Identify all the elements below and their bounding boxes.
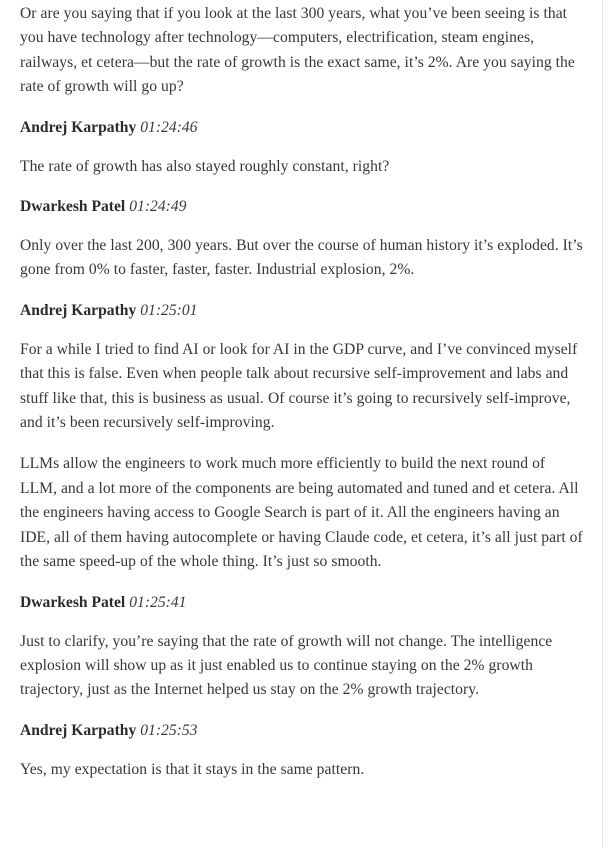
speaker-timestamp[interactable]: 01:25:01 [140,301,198,319]
speaker-line [20,592,586,614]
speaker-timestamp[interactable]: 01:24:46 [140,118,198,136]
speaker-line [20,117,586,139]
speaker-name: Dwarkesh Patel [20,593,126,611]
speaker-name: Andrej Karpathy [20,118,137,136]
speaker-name: Andrej Karpathy [20,301,137,319]
speaker-line [20,720,586,742]
page-right-border [602,0,603,848]
transcript-paragraph: LLMs allow the engineers to work much more efficiently to build the next round of LLM, and a lot more of the components are being automated and tuned and et cetera. All the engineers having access to Google Search is part of it. All the engineers having an IDE, all of them having autocomplete or having Claude code, et cetera, it’s all just part of the same speed-up of the whole thing. It’s just so smooth. [20,455,583,571]
speaker-name: Andrej Karpathy [20,721,137,739]
transcript-paragraph: For a while I tried to find AI or look for AI in the GDP curve, and I’ve convinced myself that this is false. Even when people talk about recursive self-improvement and labs and stuff like that, this is business as usual. Of course it’s going to recursively self-improve, and it’s been recursively self-improving. [20,340,578,432]
speaker-timestamp[interactable]: 01:25:53 [140,721,198,739]
transcript-paragraph: Or are you saying that if you look at the last 300 years, what you’ve been seeing is that you have technology after technology—computers, electrification, steam engines, railways, et cetera—but the rate of growth is the exact same, it’s 2%. Are you saying the rate of growth will go up? [20,5,575,96]
transcript-paragraph: The rate of growth has also stayed roughly constant, right? [20,157,390,175]
transcript-paragraph: Only over the last 200, 300 years. But over the course of human history it’s exploded. It’s gone from 0% to faster, faster, faster. Industrial explosion, 2%. [20,237,583,279]
speaker-line [20,196,586,218]
speaker-timestamp[interactable]: 01:25:41 [129,593,187,611]
transcript-paragraph: Yes, my expectation is that it stays in the same pattern. [20,760,365,778]
speaker-name: Dwarkesh Patel [20,198,126,216]
speaker-line [20,300,586,322]
transcript [20,2,586,799]
speaker-timestamp[interactable]: 01:24:49 [129,198,187,216]
transcript-paragraph: Just to clarify, you’re saying that the rate of growth will not change. The intelligence explosion will show up as it just enabled us to continue staying on the 2% growth trajectory, just as the Internet helped us stay on the 2% growth trajectory. [20,632,553,699]
